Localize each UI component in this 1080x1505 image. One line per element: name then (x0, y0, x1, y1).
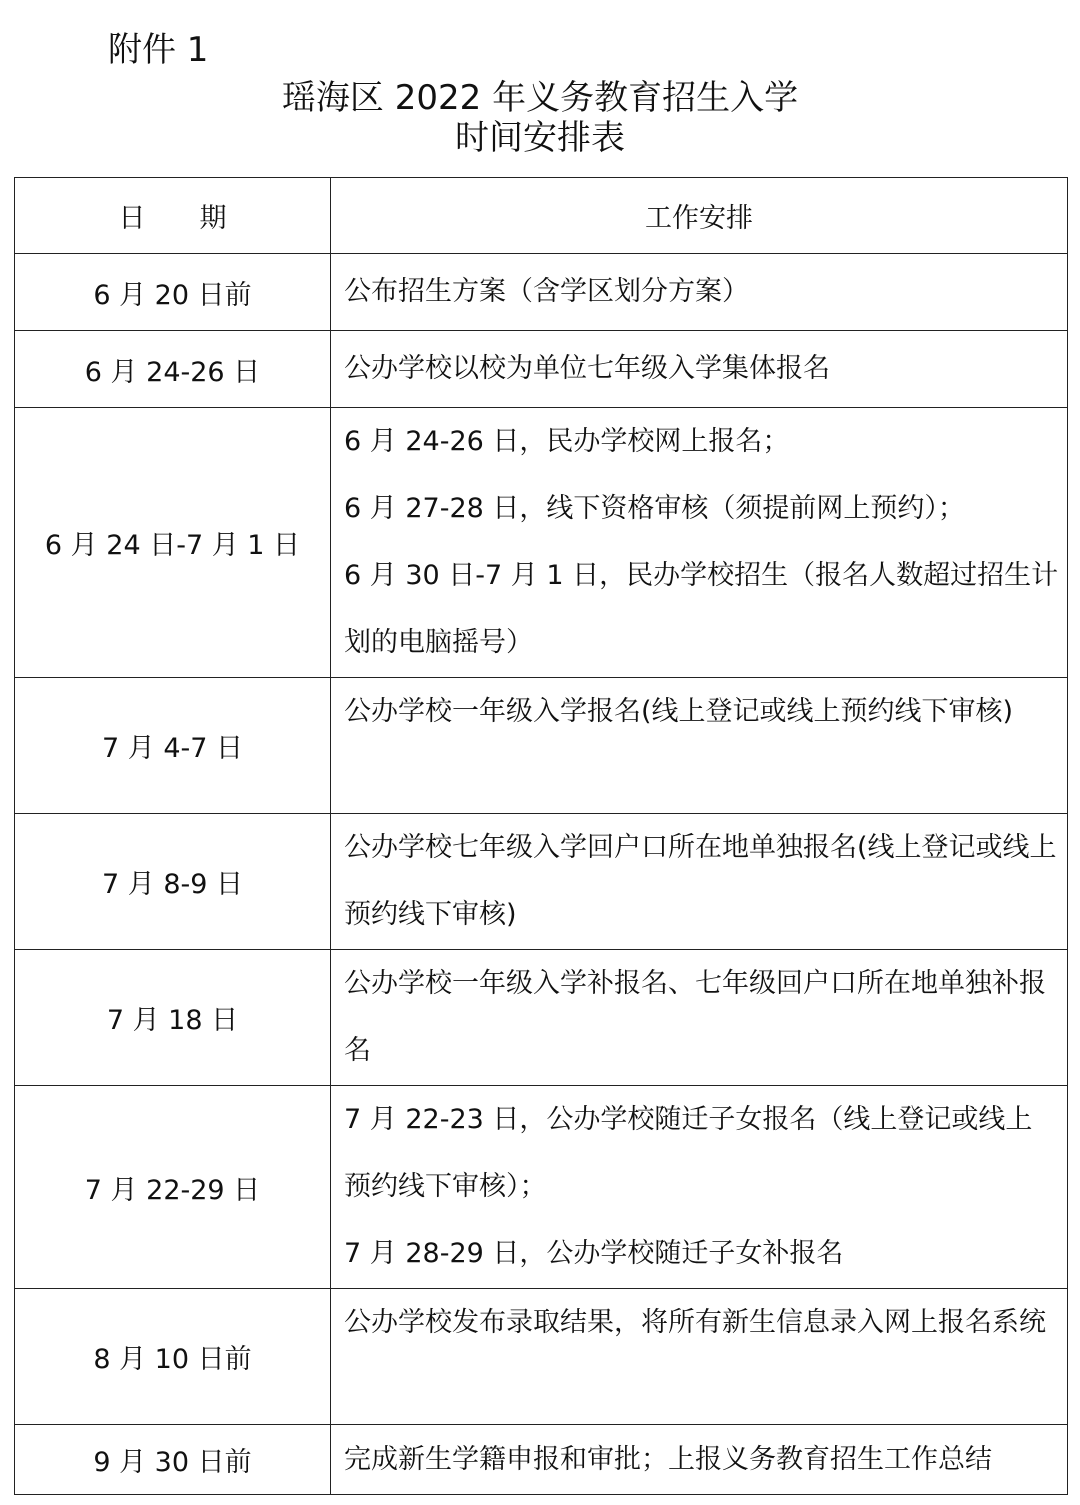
table-row (15, 1086, 1068, 1289)
table-row (15, 1425, 1068, 1495)
table-row (15, 254, 1068, 331)
table-row (15, 1289, 1068, 1425)
work-cell (331, 1425, 1068, 1495)
schedule-table (14, 177, 1068, 1495)
date-cell: 7 月 8-9 日 (15, 814, 331, 950)
document-subtitle: 时间安排表 (455, 118, 625, 158)
work-cell (331, 950, 1068, 1086)
work-text: 7 月 28-29 日，公办学校随迁子女补报名 (344, 1238, 844, 1269)
attachment-label: 附件 1 (108, 30, 209, 70)
work-text: 6 月 24-26 日，民办学校网上报名； (344, 426, 790, 457)
document-title: 瑶海区 2022 年义务教育招生入学 (281, 78, 799, 118)
work-cell (331, 254, 1068, 331)
work-text: 公办学校一年级入学报名(线上登记或线上预约线下审核) (344, 696, 1014, 727)
table-row (15, 331, 1068, 408)
date-cell: 7 月 4-7 日 (15, 678, 331, 814)
work-cell (331, 814, 1068, 950)
work-text: 公办学校一年级入学补报名、七年级回户口所在地单独补报名 (344, 968, 1046, 1066)
date-cell: 8 月 10 日前 (15, 1289, 331, 1425)
work-text: 完成新生学籍申报和审批；上报义务教育招生工作总结 (344, 1443, 992, 1475)
work-cell (331, 331, 1068, 408)
table-row (15, 814, 1068, 950)
date-cell: 6 月 20 日前 (15, 254, 331, 331)
date-cell: 9 月 30 日前 (15, 1425, 331, 1495)
work-cell (331, 1086, 1068, 1289)
work-text: 公办学校七年级入学回户口所在地单独报名(线上登记或线上预约线下审核) (344, 832, 1057, 930)
date-cell: 7 月 22-29 日 (15, 1086, 331, 1289)
date-cell: 6 月 24-26 日 (15, 331, 331, 408)
table-row (15, 678, 1068, 814)
table-header-row (15, 178, 1068, 254)
work-text: 公办学校发布录取结果，将所有新生信息录入网上报名系统 (344, 1307, 1046, 1338)
work-cell (331, 408, 1068, 678)
work-text: 公办学校以校为单位七年级入学集体报名 (344, 353, 830, 384)
work-cell (331, 1289, 1068, 1425)
work-text: 6 月 27-28 日，线下资格审核（须提前网上预约）； (344, 493, 965, 524)
work-text: 7 月 22-23 日，公办学校随迁子女报名（线上登记或线上预约线下审核）； (344, 1104, 1033, 1202)
table-row (15, 408, 1068, 678)
date-cell: 6 月 24 日-7 月 1 日 (15, 408, 331, 678)
work-text: 公布招生方案（含学区划分方案） (344, 276, 749, 307)
work-text: 6 月 30 日-7 月 1 日，民办学校招生（报名人数超过招生计划的电脑摇号） (344, 560, 1059, 658)
column-header-date: 日 期 (15, 178, 331, 254)
date-cell: 7 月 18 日 (15, 950, 331, 1086)
work-cell (331, 678, 1068, 814)
table-row (15, 950, 1068, 1086)
column-header-work: 工作安排 (331, 178, 1068, 254)
